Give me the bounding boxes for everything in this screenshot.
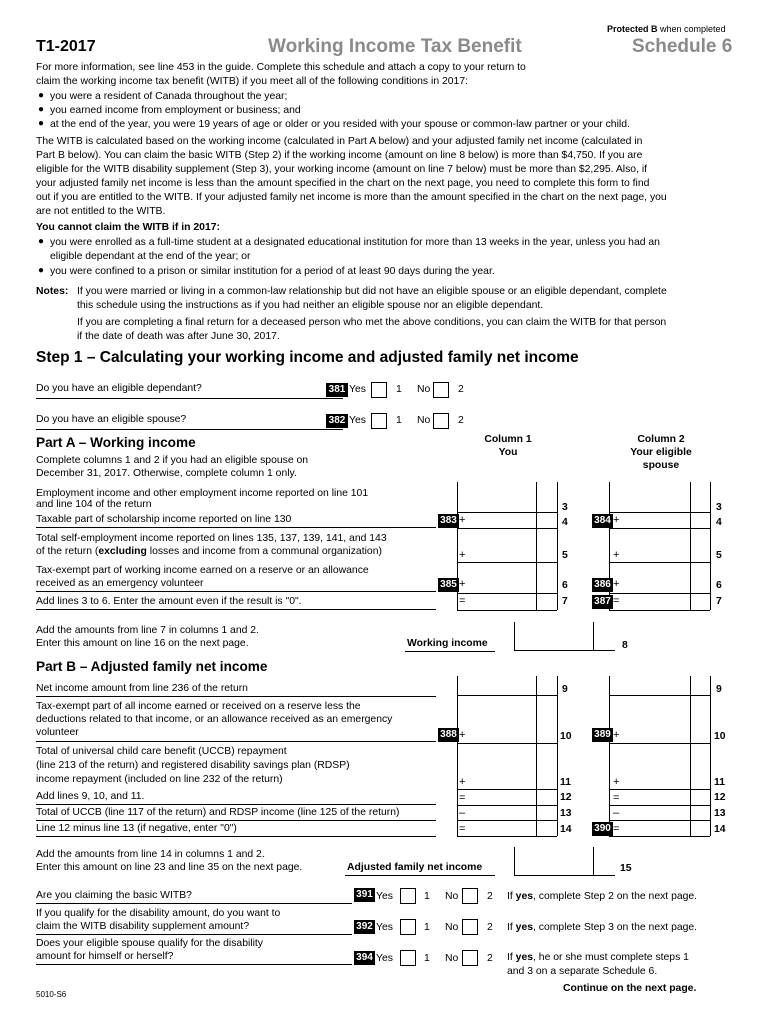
disability-yes-checkbox[interactable] bbox=[400, 919, 416, 935]
witb-para-3: eligible for the WITB disability supplement (Step 3), your working income (amount on line 7 below) must be more than $2,295. Also, if bbox=[36, 164, 648, 175]
yes-value: 1 bbox=[396, 384, 402, 395]
yes-label: Yes bbox=[376, 953, 393, 964]
no-value: 2 bbox=[487, 891, 493, 902]
cannot-2: you were confined to a prison or similar institution for a period of at least 90 days during the year. bbox=[50, 266, 495, 277]
line-num: 11 bbox=[714, 777, 725, 788]
line-num: 5 bbox=[716, 550, 722, 561]
no-label: No bbox=[445, 891, 459, 902]
code-386: 386 bbox=[592, 578, 613, 592]
plus-op: + bbox=[613, 776, 620, 788]
bullet-icon: ● bbox=[38, 118, 45, 129]
no-value: 2 bbox=[458, 415, 464, 426]
line-num: 8 bbox=[622, 640, 628, 651]
notes-label: Notes: bbox=[36, 286, 69, 297]
line-num: 6 bbox=[562, 580, 568, 591]
condition-1: you were a resident of Canada throughout the year; bbox=[50, 91, 288, 102]
line-num: 13 bbox=[714, 808, 726, 819]
line-num: 3 bbox=[716, 502, 722, 513]
bullet-icon: ● bbox=[38, 236, 45, 247]
code-383: 383 bbox=[438, 514, 459, 528]
part-b-title: Part B – Adjusted family net income bbox=[36, 659, 268, 674]
line-num: 9 bbox=[716, 684, 722, 695]
form-number: 5010-S6 bbox=[36, 990, 67, 999]
line-num: 4 bbox=[716, 517, 722, 528]
witb-para-6: are not entitled to the WITB. bbox=[36, 206, 166, 217]
step1-title: Step 1 – Calculating your working income and adjusted family net income bbox=[36, 349, 579, 366]
column-2-header: Column 2 Your eligible spouse bbox=[630, 434, 692, 471]
bullet-icon: ● bbox=[38, 265, 45, 276]
line-num: 12 bbox=[560, 792, 572, 803]
line-8-label-a: Add the amounts from line 7 in columns 1 and 2. bbox=[36, 625, 259, 636]
note-1a: If you were married or living in a common-law relationship but did not have an eligible spouse or an eligible dependant, complete bbox=[77, 286, 667, 297]
plus-op: + bbox=[459, 514, 466, 526]
line-7-label: Add lines 3 to 6. Enter the amount even if the result is "0". bbox=[36, 596, 302, 607]
line-8-working-income-field[interactable] bbox=[514, 622, 615, 651]
spouse-disability-yes-checkbox[interactable] bbox=[400, 950, 416, 966]
part-a-desc-2: December 31, 2017. Otherwise, complete column 1 only. bbox=[36, 468, 297, 479]
code-388: 388 bbox=[438, 728, 459, 742]
when-completed: when completed bbox=[660, 24, 726, 34]
equals-op: = bbox=[613, 792, 620, 804]
spouse-no-checkbox[interactable] bbox=[433, 413, 449, 429]
cannot-1a: you were enrolled as a full-time student at a designated educational institution for more than 13 weeks in the year, unless you had an bbox=[50, 237, 660, 248]
plus-op: + bbox=[459, 776, 466, 788]
q-eligible-dependant: Do you have an eligible dependant? bbox=[36, 383, 202, 394]
minus-op: – bbox=[459, 807, 466, 819]
line-num: 3 bbox=[562, 502, 568, 513]
intro-line-1: For more information, see line 453 in the guide. Complete this schedule and attach a copy to your return to bbox=[36, 62, 526, 73]
line-6-label-b: received as an emergency volunteer bbox=[36, 578, 204, 589]
line-9-label: Net income amount from line 236 of the return bbox=[36, 683, 248, 694]
line-num: 9 bbox=[562, 684, 568, 695]
no-label: No bbox=[417, 384, 431, 395]
equals-op: = bbox=[613, 595, 620, 607]
line-3-col2-input[interactable] bbox=[611, 483, 689, 511]
plus-op: + bbox=[459, 549, 466, 561]
no-value: 2 bbox=[487, 922, 493, 933]
yes-label: Yes bbox=[376, 922, 393, 933]
equals-op: = bbox=[613, 823, 620, 835]
line-num: 13 bbox=[560, 808, 572, 819]
line-15-label-b: Enter this amount on line 23 and line 35 on the next page. bbox=[36, 862, 303, 873]
witb-para-4: your adjusted family net income is less than the amount specified in the chart on the next page, you need to complete this form to find bbox=[36, 178, 650, 189]
yes-value: 1 bbox=[424, 953, 430, 964]
line-num: 14 bbox=[714, 824, 726, 835]
q-spouse-disability-b: amount for himself or herself? bbox=[36, 951, 174, 962]
code-382: 382 bbox=[326, 414, 348, 428]
q-disability-b: claim the WITB disability supplement amount? bbox=[36, 921, 250, 932]
code-392: 392 bbox=[354, 920, 375, 934]
line-num: 15 bbox=[620, 863, 632, 874]
dependant-no-checkbox[interactable] bbox=[433, 382, 449, 398]
basic-witb-yes-checkbox[interactable] bbox=[400, 888, 416, 904]
code-381: 381 bbox=[326, 383, 348, 397]
code-390: 390 bbox=[592, 822, 613, 836]
line-4-label: Taxable part of scholarship income reported on line 130 bbox=[36, 514, 292, 525]
plus-op: + bbox=[613, 578, 620, 590]
line-15-label-a: Add the amounts from line 14 in columns 1 and 2. bbox=[36, 849, 265, 860]
yes-value: 1 bbox=[396, 415, 402, 426]
afni-label: Adjusted family net income bbox=[347, 862, 483, 873]
line-num: 7 bbox=[716, 596, 722, 607]
yes-label: Yes bbox=[376, 891, 393, 902]
line-10-label-b: deductions related to that income, or an allowance received as an emergency bbox=[36, 714, 393, 725]
note-1b: this schedule using the instructions as if you had neither an eligible spouse nor an eligible dependant. bbox=[77, 300, 544, 311]
cannot-claim-heading: You cannot claim the WITB if in 2017: bbox=[36, 222, 220, 233]
line-14-label: Line 12 minus line 13 (if negative, enter "0") bbox=[36, 823, 237, 834]
bullet-icon: ● bbox=[38, 104, 45, 115]
line-8-label-b: Enter this amount on line 16 on the next page. bbox=[36, 638, 249, 649]
code-387: 387 bbox=[592, 595, 613, 609]
no-label: No bbox=[445, 922, 459, 933]
line-13-label: Total of UCCB (line 117 of the return) and RDSP income (line 125 of the return) bbox=[36, 807, 400, 818]
q-disability-a: If you qualify for the disability amount, do you want to bbox=[36, 908, 281, 919]
line-num: 6 bbox=[716, 580, 722, 591]
yes-label: Yes bbox=[349, 415, 366, 426]
intro-line-2: claim the working income tax benefit (WITB) if you meet all of the following conditions in 2017: bbox=[36, 76, 468, 87]
schedule-label: Schedule 6 bbox=[632, 36, 733, 57]
line-num: 10 bbox=[714, 731, 726, 742]
no-value: 2 bbox=[487, 953, 493, 964]
code-389: 389 bbox=[592, 728, 613, 742]
line-3-label-a: Employment income and other employment income reported on line 101 bbox=[36, 488, 369, 499]
q-spouse-disability-a: Does your eligible spouse qualify for the disability bbox=[36, 938, 263, 949]
code-384: 384 bbox=[592, 514, 613, 528]
plus-op: + bbox=[613, 549, 620, 561]
equals-op: = bbox=[459, 595, 466, 607]
form-title: Working Income Tax Benefit bbox=[268, 36, 522, 57]
line-10-label-c: volunteer bbox=[36, 727, 79, 738]
q-eligible-spouse: Do you have an eligible spouse? bbox=[36, 414, 187, 425]
condition-2: you earned income from employment or business; and bbox=[50, 105, 301, 116]
code-394: 394 bbox=[354, 951, 375, 965]
line-num: 12 bbox=[714, 792, 726, 803]
line-11-label-a: Total of universal child care benefit (UCCB) repayment bbox=[36, 746, 287, 757]
spouse-disability-no-checkbox[interactable] bbox=[462, 950, 478, 966]
form-id: T1-2017 bbox=[36, 38, 96, 55]
cannot-1b: eligible dependant at the end of the year; or bbox=[50, 251, 251, 262]
disability-instruction: If yes, complete Step 3 on the next page. bbox=[507, 922, 698, 933]
spouse-disability-instruction-b: and 3 on a separate Schedule 6. bbox=[507, 966, 658, 977]
line-10-label-a: Tax-exempt part of all income earned or received on a reserve less the bbox=[36, 701, 361, 712]
line-5-label-a: Total self-employment income reported on lines 135, 137, 139, 141, and 143 bbox=[36, 533, 387, 544]
line-num: 14 bbox=[560, 824, 572, 835]
line-5-label-b: of the return (excluding losses and income from a communal organization) bbox=[36, 546, 382, 557]
line-num: 11 bbox=[560, 777, 571, 788]
line-3-col1-input[interactable] bbox=[459, 483, 535, 511]
note-2a: If you are completing a final return for a deceased person who met the above conditions, you can claim the WITB for that person bbox=[77, 317, 667, 328]
disability-no-checkbox[interactable] bbox=[462, 919, 478, 935]
no-label: No bbox=[417, 415, 431, 426]
plus-op: + bbox=[613, 514, 620, 526]
working-income-label: Working income bbox=[407, 638, 488, 649]
note-2b: if the date of death was after June 30, 2017. bbox=[77, 331, 280, 342]
line-num: 5 bbox=[562, 550, 568, 561]
part-a-desc-1: Complete columns 1 and 2 if you had an eligible spouse on bbox=[36, 455, 309, 466]
yes-label: Yes bbox=[349, 384, 366, 395]
continue-next-page: Continue on the next page. bbox=[563, 983, 697, 994]
no-value: 2 bbox=[458, 384, 464, 395]
line-12-label: Add lines 9, 10, and 11. bbox=[36, 791, 145, 802]
equals-op: = bbox=[459, 792, 466, 804]
basic-witb-no-checkbox[interactable] bbox=[462, 888, 478, 904]
no-label: No bbox=[445, 953, 459, 964]
part-a-title: Part A – Working income bbox=[36, 435, 196, 450]
plus-op: + bbox=[613, 729, 620, 741]
yes-value: 1 bbox=[424, 922, 430, 933]
column-1-header: Column 1 You bbox=[484, 434, 532, 458]
equals-op: = bbox=[459, 823, 466, 835]
dependant-yes-checkbox[interactable] bbox=[371, 382, 387, 398]
witb-para-1: The WITB is calculated based on the working income (calculated in Part A below) and your adjusted family net income (calculated in bbox=[36, 136, 643, 147]
spouse-yes-checkbox[interactable] bbox=[371, 413, 387, 429]
code-385: 385 bbox=[438, 578, 459, 592]
line-6-label-a: Tax-exempt part of working income earned on a reserve or an allowance bbox=[36, 565, 369, 576]
line-11-label-c: income repayment (included on line 232 of the return) bbox=[36, 774, 283, 785]
basic-witb-instruction: If yes, complete Step 2 on the next page. bbox=[507, 891, 698, 902]
code-391: 391 bbox=[354, 888, 375, 902]
spouse-disability-instruction-a: If yes, he or she must complete steps 1 bbox=[507, 952, 689, 963]
q-basic-witb: Are you claiming the basic WITB? bbox=[36, 890, 192, 901]
line-11-label-b: (line 213 of the return) and registered disability savings plan (RDSP) bbox=[36, 760, 350, 771]
protected-b: Protected B bbox=[607, 24, 658, 34]
plus-op: + bbox=[459, 729, 466, 741]
condition-3: at the end of the year, you were 19 years of age or older or you resided with your spouse or common-law partner or your child. bbox=[50, 119, 630, 130]
witb-para-2: Part B below). You can claim the basic WITB (Step 2) if the working income (amount on line 8 below) is more than $4,750. If you are bbox=[36, 150, 643, 161]
yes-value: 1 bbox=[424, 891, 430, 902]
protected-b-label bbox=[607, 24, 726, 34]
line-num: 10 bbox=[560, 731, 572, 742]
line-15-afni-field[interactable] bbox=[514, 847, 615, 876]
line-num: 7 bbox=[562, 596, 568, 607]
plus-op: + bbox=[459, 578, 466, 590]
minus-op: – bbox=[613, 807, 620, 819]
line-3-label-b: and line 104 of the return bbox=[36, 499, 152, 510]
witb-para-5: out if you are entitled to the WITB. If your adjusted family net income is more than the amount specified in the chart on the next page, you bbox=[36, 192, 667, 203]
bullet-icon: ● bbox=[38, 90, 45, 101]
line-num: 4 bbox=[562, 517, 568, 528]
